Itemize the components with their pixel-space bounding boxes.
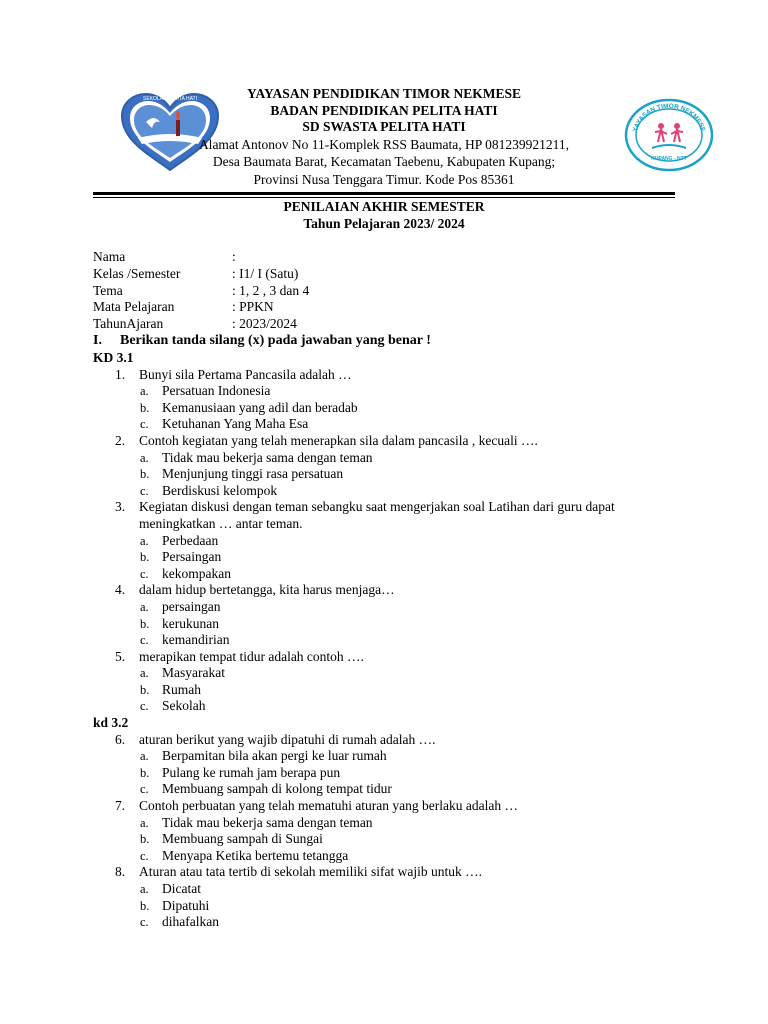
question-number: 8. bbox=[115, 864, 126, 880]
identity-value: : I1/ I (Satu) bbox=[232, 265, 299, 281]
answer-option[interactable] bbox=[93, 748, 653, 765]
right-logo-text: YAYASAN TIMOR NEKMESE bbox=[631, 102, 707, 133]
exam-title-block bbox=[150, 199, 618, 232]
identity-label: Nama bbox=[93, 249, 126, 264]
option-text: Masyarakat bbox=[162, 665, 225, 681]
answer-option[interactable] bbox=[93, 599, 653, 616]
question-item bbox=[93, 864, 653, 881]
answer-option[interactable] bbox=[93, 450, 653, 467]
right-logo-subtext: KUPANG - NTT bbox=[651, 156, 687, 162]
option-text: Persatuan Indonesia bbox=[162, 383, 271, 399]
question-item bbox=[93, 367, 653, 384]
answer-option[interactable] bbox=[93, 815, 653, 832]
option-text: kekompakan bbox=[162, 565, 231, 581]
identity-label: Mata Pelajaran bbox=[93, 299, 175, 315]
option-text: Kemanusiaan yang adil dan beradab bbox=[162, 399, 358, 415]
question-text: Kegiatan diskusi dengan teman sebangku saat mengerjakan soal Latihan dari guru dapat meningkatkan … antar teman. bbox=[139, 499, 615, 531]
option-letter: b. bbox=[140, 832, 150, 847]
question-number: 2. bbox=[115, 432, 126, 448]
option-letter: a. bbox=[140, 882, 149, 896]
answer-option[interactable] bbox=[93, 400, 653, 417]
option-text: kemandirian bbox=[162, 632, 230, 648]
option-letter: b. bbox=[140, 400, 150, 415]
question-text: Aturan atau tata tertib di sekolah memiliki sifat wajib untuk …. bbox=[139, 864, 483, 880]
identity-label: TahunAjaran bbox=[93, 316, 164, 332]
identity-row-year bbox=[93, 316, 309, 333]
option-letter: b. bbox=[140, 765, 150, 780]
question-text: Contoh perbuatan yang telah mematuhi aturan yang berlaku adalah … bbox=[139, 798, 518, 814]
option-letter: c. bbox=[140, 915, 149, 930]
option-letter: a. bbox=[140, 533, 149, 548]
option-text: Dipatuhi bbox=[162, 897, 210, 913]
option-text: Membuang sampah di Sungai bbox=[162, 831, 323, 847]
option-text: persaingan bbox=[162, 598, 221, 614]
question-text: Contoh kegiatan yang telah menerapkan sila dalam pancasila , kecuali …. bbox=[139, 432, 538, 448]
option-text: Berpamitan bila akan pergi ke luar rumah bbox=[162, 748, 387, 764]
answer-option[interactable] bbox=[93, 781, 653, 798]
option-letter: c. bbox=[140, 848, 149, 863]
option-text: Membuang sampah di kolong tempat tidur bbox=[162, 781, 392, 797]
option-letter: c. bbox=[140, 483, 149, 498]
option-letter: b. bbox=[140, 682, 150, 697]
exam-title: PENILAIAN AKHIR SEMESTER bbox=[283, 199, 485, 214]
foundation-name: YAYASAN PENDIDIKAN TIMOR NEKMESE bbox=[247, 86, 521, 101]
question-number: 3. bbox=[115, 499, 126, 515]
answer-option[interactable] bbox=[93, 566, 653, 583]
option-letter: a. bbox=[140, 450, 149, 465]
option-text: Perbedaan bbox=[162, 532, 219, 548]
address-line-3: Provinsi Nusa Tenggara Timur. Kode Pos 85361 bbox=[253, 171, 515, 187]
option-text: Tidak mau bekerja sama dengan teman bbox=[162, 449, 373, 465]
address-line-2: Desa Baumata Barat, Kecamatan Taebenu, Kabupaten Kupang; bbox=[212, 154, 556, 169]
address-line-1: Alamat Antonov No 11-Komplek RSS Baumata, HP 081239921211, bbox=[198, 136, 570, 152]
option-letter: c. bbox=[140, 633, 149, 648]
option-text: Menjunjung tinggi rasa persatuan bbox=[162, 466, 344, 482]
option-letter: c. bbox=[140, 566, 149, 581]
identity-row-name bbox=[93, 249, 309, 266]
identity-row-class bbox=[93, 266, 309, 283]
option-letter: c. bbox=[140, 782, 149, 797]
option-letter: b. bbox=[140, 616, 150, 631]
question-text: dalam hidup bertetangga, kita harus menjaga… bbox=[139, 582, 395, 598]
identity-value: : bbox=[232, 249, 236, 264]
option-text: Tidak mau bekerja sama dengan teman bbox=[162, 814, 373, 830]
question-number: 1. bbox=[115, 366, 126, 382]
identity-value: : PPKN bbox=[232, 299, 274, 315]
answer-option[interactable] bbox=[93, 549, 653, 566]
answer-option[interactable] bbox=[93, 698, 653, 715]
education-board-name: BADAN PENDIDIKAN PELITA HATI bbox=[270, 102, 498, 118]
option-text: Dicatat bbox=[162, 881, 201, 896]
question-number: 6. bbox=[115, 731, 126, 747]
identity-label: Tema bbox=[93, 282, 123, 298]
section-heading: KD 3.1 bbox=[93, 350, 134, 365]
answer-option[interactable] bbox=[93, 848, 653, 865]
answer-option[interactable] bbox=[93, 665, 653, 682]
identity-row-theme bbox=[93, 283, 309, 300]
question-item bbox=[93, 732, 653, 749]
option-letter: a. bbox=[140, 749, 149, 764]
option-text: kerukunan bbox=[162, 615, 219, 631]
option-letter: b. bbox=[140, 467, 150, 482]
question-item bbox=[93, 582, 653, 599]
identity-label: Kelas /Semester bbox=[93, 265, 181, 281]
answer-option[interactable] bbox=[93, 632, 653, 649]
option-text: dihafalkan bbox=[162, 914, 219, 930]
answer-option[interactable] bbox=[93, 533, 653, 550]
question-item bbox=[93, 433, 653, 450]
answer-option[interactable] bbox=[93, 881, 653, 898]
option-letter: a. bbox=[140, 384, 149, 399]
answer-option[interactable] bbox=[93, 483, 653, 500]
school-name: SD SWASTA PELITA HATI bbox=[302, 119, 466, 134]
question-text: merapikan tempat tidur adalah contoh …. bbox=[139, 648, 364, 664]
option-text: Sekolah bbox=[162, 698, 206, 714]
option-text: Rumah bbox=[162, 681, 201, 697]
letterhead-divider-thick bbox=[93, 192, 675, 195]
question-number: 5. bbox=[115, 648, 126, 664]
answer-option[interactable] bbox=[93, 914, 653, 931]
exam-year: Tahun Pelajaran 2023/ 2024 bbox=[303, 215, 465, 231]
identity-value: : 1, 2 , 3 dan 4 bbox=[232, 282, 310, 298]
question-text: aturan berikut yang wajib dipatuhi di rumah adalah …. bbox=[139, 731, 436, 747]
option-text: Pulang ke rumah jam berapa pun bbox=[162, 764, 341, 780]
instruction bbox=[93, 333, 431, 350]
option-text: Persaingan bbox=[162, 549, 222, 565]
option-letter: a. bbox=[140, 599, 149, 614]
answer-option[interactable] bbox=[93, 898, 653, 915]
left-logo-text: SEKOLAH PELITA HATI bbox=[143, 96, 197, 102]
question-number: 4. bbox=[115, 582, 126, 598]
answer-option[interactable] bbox=[93, 765, 653, 782]
instruction-numeral: I. bbox=[93, 333, 102, 348]
answer-option[interactable] bbox=[93, 682, 653, 699]
option-text: Menyapa Ketika bertemu tetangga bbox=[162, 847, 349, 863]
option-text: Berdiskusi kelompok bbox=[162, 482, 278, 498]
option-letter: c. bbox=[140, 699, 149, 714]
question-item bbox=[93, 798, 653, 815]
option-text: Ketuhanan Yang Maha Esa bbox=[162, 416, 309, 432]
question-item bbox=[93, 649, 653, 666]
letterhead-divider-thin bbox=[93, 197, 675, 198]
section-heading: kd 3.2 bbox=[93, 715, 129, 731]
option-letter: b. bbox=[140, 550, 150, 565]
answer-option[interactable] bbox=[93, 616, 653, 633]
letterhead bbox=[150, 86, 618, 188]
answer-option[interactable] bbox=[93, 831, 653, 848]
identity-row-subject bbox=[93, 299, 309, 316]
option-letter: a. bbox=[140, 815, 149, 830]
question-text: Bunyi sila Pertama Pancasila adalah … bbox=[139, 366, 352, 382]
option-letter: a. bbox=[140, 666, 149, 681]
instruction-text: Berikan tanda silang (x) pada jawaban yang benar ! bbox=[120, 333, 431, 348]
answer-option[interactable] bbox=[93, 383, 653, 400]
foundation-seal-logo bbox=[624, 98, 714, 172]
question-list bbox=[93, 350, 653, 931]
student-identity bbox=[93, 249, 309, 333]
question-number: 7. bbox=[115, 798, 126, 814]
option-letter: c. bbox=[140, 417, 149, 432]
answer-option[interactable] bbox=[93, 416, 653, 433]
option-letter: b. bbox=[140, 898, 150, 913]
question-item bbox=[93, 499, 653, 532]
identity-value: : 2023/2024 bbox=[232, 316, 297, 332]
answer-option[interactable] bbox=[93, 466, 653, 483]
